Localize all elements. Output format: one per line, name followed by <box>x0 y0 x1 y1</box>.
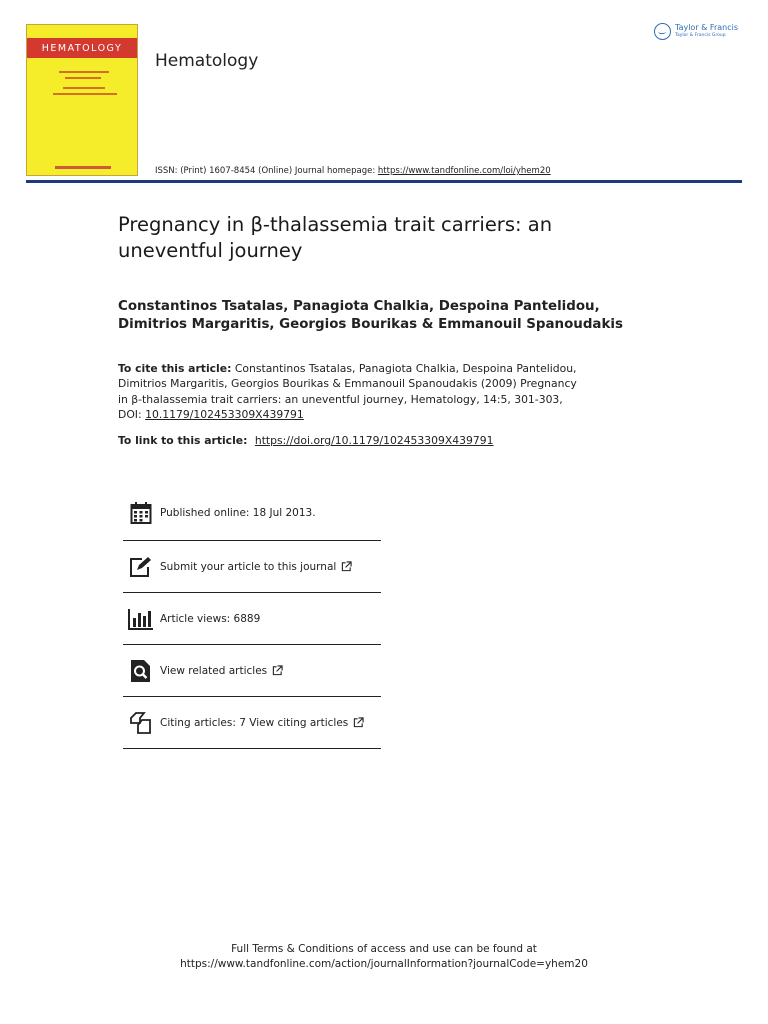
published-online-row <box>123 486 381 541</box>
edit-icon <box>127 553 155 581</box>
citation-text: Constantinos Tsatalas, Panagiota Chalkia, Despoina Pantelidou, Dimitrios Margaritis, Georgios Bourikas & Emmanouil Spanoudakis (2009) Pregnancy in β-thalassemia trait carriers: an uneventful journey, Hematology, 14:5, 301-303, DOI: <box>118 362 577 422</box>
cover-text-line <box>53 93 117 95</box>
calendar-icon <box>127 499 155 527</box>
citing-articles-row[interactable] <box>123 697 381 749</box>
citation-block <box>118 361 588 423</box>
article-authors: Constantinos Tsatalas, Panagiota Chalkia, Despoina Pantelidou, Dimitrios Margaritis, Georgios Bourikas & Emmanouil Spanoudakis <box>118 299 623 332</box>
citation-doi-link[interactable]: 10.1179/102453309X439791 <box>145 408 304 422</box>
citing-articles-icon <box>127 709 155 737</box>
publisher-logo[interactable] <box>654 23 738 40</box>
journal-homepage-link[interactable]: https://www.tandfonline.com/loi/yhem20 <box>377 166 551 176</box>
article-views-text: Article views: 6889 <box>160 612 261 625</box>
journal-name: Hematology <box>155 51 259 71</box>
cover-text-line <box>63 87 105 89</box>
header-divider <box>26 180 742 183</box>
terms-footer <box>0 942 768 972</box>
external-link-icon <box>272 665 283 676</box>
link-label: To link to this article: <box>118 434 248 447</box>
external-link-icon <box>341 561 352 572</box>
cover-title: HEMATOLOGY <box>27 38 137 58</box>
search-document-icon <box>127 657 155 685</box>
published-online-text: Published online: 18 Jul 2013. <box>160 507 316 519</box>
related-articles-link[interactable]: View related articles <box>160 664 268 677</box>
bar-chart-icon <box>127 605 155 633</box>
cover-footer-line <box>55 166 111 169</box>
citing-articles-link[interactable]: Citing articles: 7 View citing articles <box>160 716 349 729</box>
article-link-line <box>118 434 494 447</box>
cover-text-line <box>59 71 109 73</box>
taylor-francis-logo-icon <box>654 23 671 40</box>
issn-line <box>155 166 551 176</box>
publisher-name: Taylor & Francis <box>675 23 738 33</box>
submit-article-row[interactable] <box>123 541 381 593</box>
journal-cover <box>26 24 138 176</box>
submit-article-link[interactable]: Submit your article to this journal <box>160 560 337 573</box>
citation-label: To cite this article: <box>118 362 232 375</box>
issn-text: ISSN: (Print) 1607-8454 (Online) Journal homepage: <box>155 166 376 176</box>
related-articles-row[interactable] <box>123 645 381 697</box>
article-info-list <box>123 486 381 749</box>
publisher-group: Taylor & Francis Group <box>675 33 726 39</box>
terms-url[interactable]: https://www.tandfonline.com/action/journalInformation?journalCode=yhem20 <box>180 958 588 970</box>
external-link-icon <box>353 717 364 728</box>
article-doi-link[interactable]: https://doi.org/10.1179/102453309X439791 <box>254 434 494 447</box>
article-views-row <box>123 593 381 645</box>
terms-line-1: Full Terms & Conditions of access and use can be found at <box>231 943 537 955</box>
article-title: Pregnancy in β-thalassemia trait carriers: an uneventful journey <box>118 213 553 262</box>
cover-text-line <box>65 77 101 79</box>
